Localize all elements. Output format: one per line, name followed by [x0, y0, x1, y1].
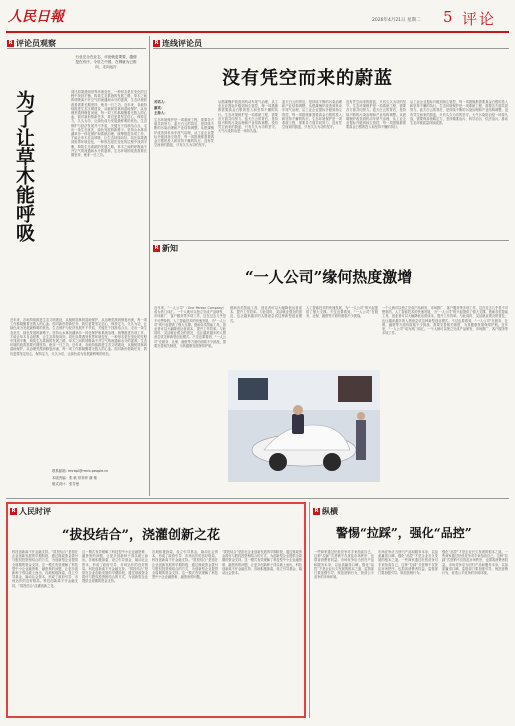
bottom-right-body-3: 强化“品控”才是企业长久发展的根本之道。一些商家通过贬低竞争对手来抬高自己，这种“拉踩”式营销不仅扰乱市场秩序，也损害消费者权益。市场竞争应当回归产品和服务本身，以品质赢得口碑。监管部门要加强引导，规范营销行为，营造公平竞争的市场环境。	[442, 550, 508, 576]
column-divider	[309, 502, 310, 718]
middle-body-4: 一个人就可以独立完成产品研发、市场推广、客户服务等多项工作，这在过去几乎是不可想象的。人工智能技术的快速发展，为“一人公司”的兴起提供了强大支撑。借助各类智能工具，创业者可以大幅降低运营成本，提升工作效率。与此同时，灵活就业观念的普及，也让越来越多的人愿意尝试这种新型创业模式。不过也要看到，“一人公司”在税务、社保、融资等方面仍面临不少挑战，需要完善相关制度，为其健康发展保驾护航。近年来，“一人公司”成为热门词汇。一个人就可以独立完成产品研发、市场推广、客户服务等多项工作。	[382, 306, 508, 336]
middle-body-2: 借助各类智能工具，创业者可以大幅降低运营成本，提升工作效率。与此同时，灵活就业观念的普及，也让越来越多的人愿意尝试这种新型创业模式。	[230, 306, 302, 323]
section-label-peoples-commentary: R 人民时评	[11, 507, 51, 516]
divider	[153, 240, 509, 241]
role-interlocutor: 对话人：	[154, 100, 168, 104]
news-photo	[228, 370, 380, 482]
bottom-right-body-2: 市场竞争应当回归产品和服务本身，以品质赢得口碑。强化“品控”才是企业长久发展的根本之道。一些商家通过贬低竞争对手来抬高自己，这种“拉踩”式营销不仅扰乱市场秩序，也损害消费者权益。监管部门要加强引导，规范营销行为。	[378, 550, 438, 576]
top-right-body-4: 没有凭空而来的蔚蓝，只有久久为功的坚守。生态环境保护是一项系统工程，需要各方面共同努力。蓝天白云的背后，是持续不断的污染治理和产业结构调整。从燃煤锅炉改造到机动车尾气治理，从工业企业提标升级到扬尘管控，每一项措施都需要真金白银的投入和坚持不懈的执行。	[346, 100, 406, 130]
dialogue-roles	[154, 100, 212, 117]
photo-caption	[230, 484, 380, 492]
divider	[6, 498, 509, 499]
left-body-text-2: 近年来，各地持续推进生态文明建设，从植树造林到湿地保护，从治理荒漠到修复河流，每一项工作都凝聚着无数人的心血。面对新形势新任务，我们更要坚定信心，保持定力，久久为功，让绿色成为发展最鲜明的底色。生态保护与经济发展并不矛盾，关键在于找准结合点，走出一条生态优先、绿色发展的新路子。坚持山水林田湖草沙一体化保护和系统治理，统筹推进各项工作，才能让草木自由呼吸，让生态持续向好。同比如果遇到世界环境变化，一种形态是在变化的过程中找到平衡，构筑生态系统的发展之路。草木之间的呼吸离不开空气的流通和水分的滋养，生态环境的改善需要长期坚持，绝非一日之功。近年来，各地持续推进生态文明建设，从植树造林到湿地保护，从治理荒漠到修复河流，每一项工作都凝聚着无数人的心血。面对新形势新任务，我们更要坚定信心，保持定力，久久为功，让绿色成为发展最鲜明的底色。	[10, 318, 147, 356]
masthead	[6, 4, 509, 30]
pull-quote: 行业完全在业态、评论就更要要，越便是在有序，今后之中国，在网就为已推向，走向运行	[75, 55, 137, 69]
bottom-left-body-1: 科技创新离不开金融支持。“拔投结合”是指在企业创新发展的早期阶段，通过财政资金拔付与股权投资相结合的方式，为创新型企业提供全周期的资金支持。这一模式有效缓解了科技型中小企业融资难、融资贵的问题，让更多创新种子得以破土而出。各地积极探索，设立引导基金，撬动社会资本，形成了政府引导、市场运作的良好格局。科技创新离不开金融支持，“拔投结合”浇灌创新之花。	[12, 550, 78, 588]
logo: 人民日報	[8, 9, 64, 25]
weekday: 星期二	[406, 18, 421, 23]
top-right-body-1: 生态环境保护是一项系统工程，需要各方面共同努力。蓝天白云的背后，是持续不断的污染治理和产业结构调整。从燃煤锅炉改造到机动车尾气治理，从工业企业提标升级到扬尘管控，每一项措施都需要真金白银的投入和坚持不懈的执行。没有凭空而来的蔚蓝，只有久久为功的坚守。	[154, 118, 214, 148]
section-label-observation: R 评论员观察	[8, 39, 56, 48]
column-divider	[149, 36, 150, 496]
page-name: 评论	[462, 10, 497, 28]
bottom-right-body-1: 一些商家通过贬低竞争对手来抬高自己，这种“拉踩”式营销不仅扰乱市场秩序，也损害消费者权益。市场竞争应当回归产品和服务本身，以品质赢得口碑。强化“品控”才是企业长久发展的根本之道。监管部门要加强引导，规范营销行为，营造公平竞争的市场环境。	[314, 550, 374, 580]
bottom-left-body-2: 这一模式有效缓解了科技型中小企业融资难、融资贵的问题，让更多创新种子得以破土而出。各地积极探索，设立引导基金，撬动社会资本，形成了政府引导、市场运作的良好格局。科技创新离不开金融支持。“拔投结合”是指在企业创新发展的早期阶段，通过财政资金拔付与股权投资相结合的方式，为创新型企业提供全周期的资金支持。	[82, 550, 148, 584]
role-host: 主持人：	[154, 111, 168, 115]
top-right-body-5: 从工业企业提标升级到扬尘管控，每一项措施都需要真金白银的投入和坚持不懈的执行。生态环境保护是一项系统工程，需要各方面共同努力。蓝天白云的背后，是持续不断的污染治理和产业结构调整。没有凭空而来的蔚蓝，只有久久为功的坚守。大气污染防治是一场持久战，需要保持战略定力，坚持精准治污、科学治污、依法治污，推动生态环境质量持续改善。	[410, 100, 508, 126]
middle-body-3: 人工智能技术的快速发展，为“一人公司”的兴起提供了强大支撑。不过也要看到，“一人公司”在税务、社保、融资等方面仍面临不少挑战。	[306, 306, 378, 319]
left-headline: 为了让草木能呼吸	[13, 90, 35, 242]
section-label-new-knowledge: R 新知	[154, 244, 178, 253]
role-guest: 嘉宾：	[154, 105, 165, 110]
section-label-dialogue: R 连线评论员	[154, 39, 202, 48]
section-mark-icon: R	[154, 40, 159, 46]
bottom-right-headline: 警惕“拉踩”，强化“品控”	[336, 526, 472, 540]
contact-email: 联系邮箱: rmrbpl@rmrb.people.cn	[52, 469, 109, 473]
masthead-rule	[6, 31, 509, 33]
exhibition-scene-image	[228, 370, 380, 482]
bottom-left-body-3: 各地积极探索，设立引导基金，撬动社会资本，形成了政府引导、市场运作的良好格局。科技创新离不开金融支持。“拔投结合”是指在企业创新发展的早期阶段，通过财政资金拔付与股权投资相结合的方式，为创新型企业提供全周期的资金支持。这一模式有效缓解了科技型中小企业融资难、融资贵的问题。	[152, 550, 218, 580]
section-mark-icon: R	[8, 40, 13, 46]
page-designer: 版式设计：张芳曼	[52, 482, 80, 486]
divider	[7, 48, 146, 49]
date: 2026年4月21日	[372, 18, 406, 23]
section-mark-icon: R	[11, 508, 16, 514]
top-right-body-2: 从燃煤锅炉改造到机动车尾气治理，从工业企业提标升级到扬尘管控，每一项措施都需要真金白银的投入和坚持不懈的执行。生态环境保护是一项系统工程，需要各方面共同努力。蓝天白云的背后，是持续不断的污染治理和产业结构调整。没有凭空而来的蔚蓝，只有久久为功的坚守。大气污染防治是一场持久战。	[218, 100, 278, 134]
section-label-perspectives: R 纵横	[314, 507, 338, 516]
top-right-body-3: 蓝天白云的背后，是持续不断的污染治理和产业结构调整。从燃煤锅炉改造到机动车尾气治理，从工业企业提标升级到扬尘管控，每一项措施都需要真金白银的投入和坚持不懈的执行。生态环境保护是一项系统工程，需要各方面共同努力。没有凭空而来的蔚蓝，只有久久为功的坚守。	[282, 100, 342, 130]
divider	[153, 48, 509, 49]
page-number: 5	[443, 8, 453, 26]
bottom-left-body-4: “拔投结合”是指在企业创新发展的早期阶段，通过财政资金拔付与股权投资相结合的方式，为创新型企业提供全周期的资金支持。这一模式有效缓解了科技型中小企业融资难、融资贵的问题，让更多创新种子得以破土而出。科技创新离不开金融支持，各地积极探索，设立引导基金，撬动社会资本。	[222, 550, 302, 576]
middle-headline: “一人公司”缘何热度激增	[245, 268, 413, 286]
bottom-left-headline: “拔投结合”，浇灌创新之花	[62, 528, 220, 543]
top-right-headline: 没有凭空而来的蔚蓝	[222, 68, 393, 89]
left-body-text-1: 同比如果遇到世界环境变化，一种形态是在变化的过程中找到平衡，构筑生态系统的发展之路。草木之间的呼吸离不开空气的流通和水分的滋养，生态环境的改善需要长期坚持，绝非一日之功。近年来，各地持续推进生态文明建设，从植树造林到湿地保护，从治理荒漠到修复河流，每一项工作都凝聚着无数人的心血。面对新形势新任务，我们更要坚定信心，保持定力，久久为功，让绿色成为发展最鲜明的底色。生态保护与经济发展并不矛盾，关键在于找准结合点，走出一条生态优先、绿色发展的新路子。坚持山水林田湖草沙一体化保护和系统治理，统筹推进各项工作，才能让草木自由呼吸，让生态持续向好。同比如果遇到世界环境变化，一种形态是在变化的过程中找到平衡，构筑生态系统的发展之路。草木之间的呼吸离不开空气的流通和水分的滋养，生态环境的改善需要长期坚持，绝非一日之功。	[71, 90, 147, 158]
middle-body-1: 近年来，“一人公司”（One Person Company）成为热门词汇。一个人就可以独立完成产品研发、市场推广、客户服务等多项工作，这在过去几乎是不可想象的。人工智能技术的快速发展，为“一人公司”的兴起提供了强大支撑。借助各类智能工具，创业者可以大幅降低运营成本，提升工作效率。与此同时，灵活就业观念的普及，也让越来越多的人愿意尝试这种新型创业模式。不过也要看到，“一人公司”在税务、社保、融资等方面仍面临不少挑战，需要完善相关制度，为其健康发展保驾护航。	[154, 306, 226, 348]
page-editors: 本版责编：张 帆 常菲菲 谢 敏	[52, 476, 97, 480]
issue-date	[372, 17, 420, 23]
section-mark-icon: R	[314, 508, 319, 514]
section-mark-icon: R	[154, 245, 159, 251]
